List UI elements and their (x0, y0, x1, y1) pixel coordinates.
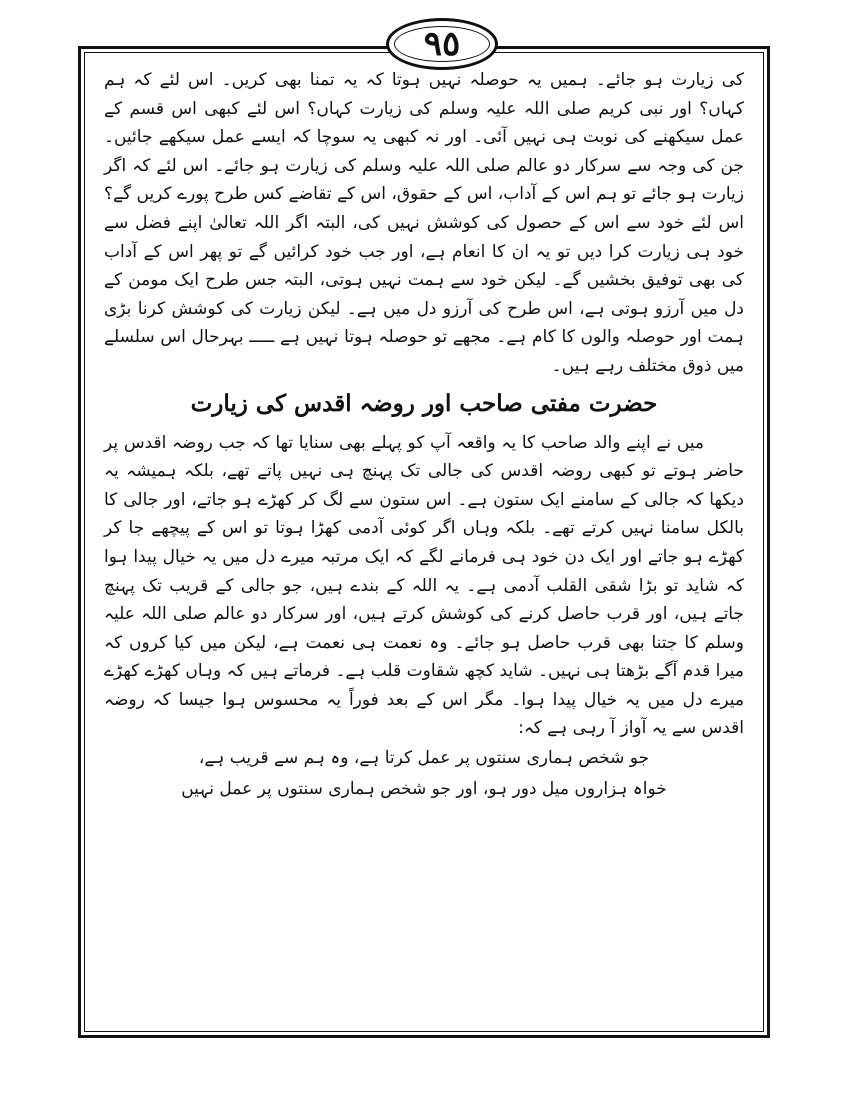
page-number-badge (386, 18, 498, 70)
section-heading: حضرت مفتی صاحب اور روضہ اقدس کی زیارت (190, 389, 658, 417)
quoted-verse (104, 743, 744, 805)
page-number: ٩٥ (423, 24, 461, 64)
verse-line-2: خواہ ہزاروں میل دور ہو، اور جو شخص ہماری سنتوں پر عمل نہیں (181, 779, 667, 800)
verse-line-1: جو شخص ہماری سنتوں پر عمل کرتا ہے، وہ ہم سے قریب ہے، (198, 748, 650, 769)
page-body (104, 66, 744, 805)
paragraph-intro: کی زیارت ہو جائے۔ ہمیں یہ حوصلہ نہیں ہوتا کہ یہ تمنا بھی کریں۔ اس لئے کہ ہم کہاں؟ اور نبی کریم صلی اللہ علیہ وسلم کی زیارت کہاں؟ اس لئے کبھی اس قسم کے عمل سیکھنے کی نوبت ہی نہیں آئی۔ اور نہ کبھی یہ سوچا کہ ایسے عمل سیکھے جائیں۔ جن کی وجہ سے سرکار دو عالم صلی اللہ علیہ وسلم کی زیارت ہو جائے۔ اس لئے کہ اگر زیارت ہو جائے تو ہم اس کے آداب، اس کے حقوق، اس کے تقاضے کس طرح پورے کریں گے؟ اس لئے خود سے اس کے حصول کی کوشش نہیں کی، البتہ اگر اللہ تعالیٰ اپنے فضل سے خود ہی زیارت کرا دیں تو یہ ان کا انعام ہے، اور جب خود کرائیں گے تو پھر اس کے آداب کی بھی توفیق بخشیں گے۔ لیکن خود سے ہمت نہیں ہوتی، البتہ جس طرح ایک مومن کے دل میں آرزو ہوتی ہے، اس طرح کی آرزو دل میں ہے۔ لیکن زیارت کی کوشش کرنا بڑی ہمت اور حوصلہ والوں کا کام ہے۔ مجھے تو حوصلہ ہوتا نہیں ہے ـــــ بہرحال اس سلسلے میں ذوق مختلف رہے ہیں۔ (104, 70, 744, 376)
paragraph-story: میں نے اپنے والد صاحب کا یہ واقعہ آپ کو پہلے بھی سنایا تھا کہ جب روضہ اقدس پر حاضر ہوتے تو کبھی روضہ اقدس کی جالی تک پہنچ ہی نہیں پاتے تھے، بلکہ ہمیشہ یہ دیکھا کہ جالی کے سامنے ایک ستون ہے۔ اس ستون سے لگ کر کھڑے ہو جاتے، اور جالی کا بالکل سامنا نہیں کرتے تھے۔ بلکہ وہاں اگر کوئی آدمی کھڑا ہوتا تو اس کے پیچھے جا کر کھڑے ہو جاتے اور ایک دن خود ہی فرمانے لگے کہ ایک مرتبہ میرے دل میں یہ خیال پیدا ہوا کہ شاید تو بڑا شقی القلب آدمی ہے۔ یہ اللہ کے بندے ہیں، جو جالی کے قریب تک پہنچ جاتے ہیں، اور قرب حاصل کرنے کی کوشش کرتے ہیں، اور سرکار دو عالم صلی اللہ علیہ وسلم کا جتنا بھی قرب حاصل ہو جائے۔ وہ نعمت ہی نعمت ہے، لیکن میں کیا کروں کہ میرا قدم آگے بڑھتا ہی نہیں۔ شاید کچھ شقاوت قلب ہے۔ فرماتے ہیں کہ وہاں کھڑے کھڑے میرے دل میں یہ خیال پیدا ہوا۔ مگر اس کے بعد فوراً یہ محسوس ہوا جیسا کہ روضہ اقدس سے یہ آواز آ رہی ہے کہ: (104, 432, 744, 739)
